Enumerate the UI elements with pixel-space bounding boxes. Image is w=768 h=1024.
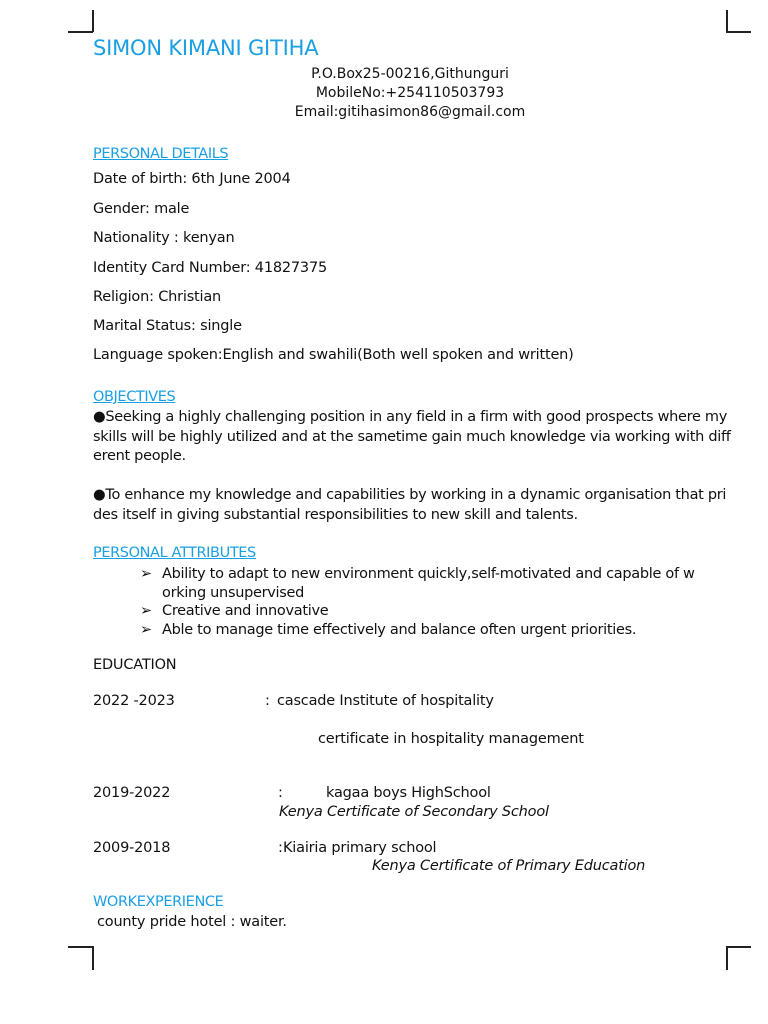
objective-item: ●To enhance my knowledge and capabilities by working in a dynamic organisation that prides itself in giving substantial responsibilities to new skill and talents. <box>93 487 727 523</box>
attribute-item <box>140 602 328 621</box>
education-years: 2009-2018 <box>93 840 171 856</box>
work-experience-item: county pride hotel : waiter. <box>97 914 287 930</box>
attribute-text: Able to manage time effectively and balance often urgent priorities. <box>162 622 637 638</box>
education-institution: kagaa boys HighSchool <box>326 785 491 801</box>
crop-mark-bottom-left <box>92 946 94 970</box>
personal-details-heading: PERSONAL DETAILS <box>93 146 229 162</box>
education-award: Kenya Certificate of Secondary School <box>279 804 549 820</box>
attribute-text: Creative and innovative <box>162 603 329 619</box>
work-experience-heading: WORKEXPERIENCE <box>93 894 224 910</box>
education-award: Kenya Certificate of Primary Education <box>372 858 646 874</box>
detail-date-of-birth: Date of birth: 6th June 2004 <box>93 171 291 187</box>
personal-attributes-heading: PERSONAL ATTRIBUTES <box>93 545 256 561</box>
education-colon: : <box>265 693 270 709</box>
education-institution: Kiairia primary school <box>283 840 437 856</box>
education-colon: : <box>278 840 283 856</box>
crop-mark-bottom-right <box>726 946 751 948</box>
detail-marital-status: Marital Status: single <box>93 318 242 334</box>
education-award: certificate in hospitality management <box>318 731 584 747</box>
attribute-item <box>140 565 695 584</box>
attribute-text: Ability to adapt to new environment quickly,self-motivated and capable of w <box>162 566 695 582</box>
mobile-number: MobileNo:+254110503793 <box>315 85 505 101</box>
email-address: Email:gitihasimon86@gmail.com <box>294 104 526 120</box>
education-heading: EDUCATION <box>93 657 177 673</box>
detail-nationality: Nationality : kenyan <box>93 230 235 246</box>
detail-gender: Gender: male <box>93 201 190 217</box>
objectives-heading: OBJECTIVES <box>93 389 176 405</box>
education-years: 2019-2022 <box>93 785 171 801</box>
detail-religion: Religion: Christian <box>93 289 222 305</box>
attribute-item <box>140 621 636 640</box>
detail-languages: Language spoken:English and swahili(Both well spoken and written) <box>93 347 574 363</box>
crop-mark-top-left <box>68 31 93 33</box>
postal-address: P.O.Box25-00216,Githunguri <box>311 66 509 82</box>
applicant-name: SIMON KIMANI GITIHA <box>93 36 319 60</box>
arrow-bullet-icon: ➢ <box>140 566 152 582</box>
education-years: 2022 -2023 <box>93 693 175 709</box>
arrow-bullet-icon: ➢ <box>140 603 152 619</box>
arrow-bullet-icon: ➢ <box>140 622 152 638</box>
education-colon: : <box>278 785 283 801</box>
crop-mark-top-right <box>726 31 751 33</box>
detail-id-number: Identity Card Number: 41827375 <box>93 260 328 276</box>
crop-mark-bottom-right <box>726 946 728 970</box>
objective-item: ●Seeking a highly challenging position in any field in a firm with good prospects where my skills will be highly utilized and at the sametime gain much knowledge via working with different people. <box>93 409 731 464</box>
crop-mark-top-left <box>92 10 94 32</box>
crop-mark-top-right <box>726 10 728 32</box>
attribute-item-continuation: orking unsupervised <box>162 585 305 601</box>
education-institution: cascade Institute of hospitality <box>277 693 494 709</box>
crop-mark-bottom-left <box>68 946 93 948</box>
